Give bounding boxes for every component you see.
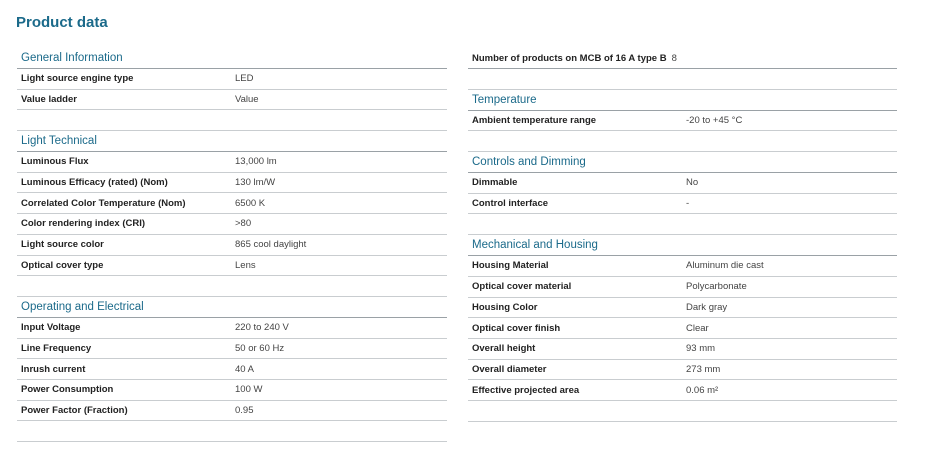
row-label: Overall diameter	[472, 363, 547, 375]
row-value: 0.06 m²	[686, 384, 719, 396]
row-label: Color rendering index (CRI)	[21, 218, 146, 230]
table-row	[468, 360, 897, 381]
section-heading: Controls and Dimming	[468, 152, 897, 173]
left-column	[17, 48, 447, 442]
table-row	[17, 318, 447, 339]
section-controls-dimming	[468, 152, 897, 235]
row-value: Aluminum die cast	[686, 260, 764, 272]
row-label: Number of products on MCB of 16 A type B	[472, 52, 667, 64]
table-row	[468, 298, 897, 319]
section-operating-electrical	[17, 297, 447, 442]
row-label: Value ladder	[21, 94, 77, 106]
row-label: Housing Color	[472, 301, 538, 313]
section-mechanical-housing	[468, 235, 897, 422]
table-row	[468, 173, 897, 194]
table-row	[468, 256, 897, 277]
row-value: 273 mm	[686, 363, 721, 375]
table-row	[17, 380, 447, 401]
section-heading: Temperature	[468, 90, 897, 111]
row-label: Light source color	[21, 239, 104, 251]
row-label: Inrush current	[21, 363, 86, 375]
table-row	[17, 401, 447, 422]
row-value: 93 mm	[686, 343, 716, 355]
table-row	[17, 339, 447, 360]
table-row	[17, 69, 447, 90]
row-value: Value	[235, 94, 259, 106]
table-row	[468, 277, 897, 298]
row-label: Power Consumption	[21, 384, 114, 396]
row-label: Ambient temperature range	[472, 115, 597, 127]
row-value: Lens	[235, 259, 256, 271]
section-heading: Mechanical and Housing	[468, 235, 897, 256]
table-row	[468, 339, 897, 360]
page-title: Product data	[16, 14, 108, 31]
row-value: >80	[235, 218, 252, 230]
empty-row	[468, 69, 897, 90]
row-label: Luminous Efficacy (rated) (Nom)	[21, 177, 168, 189]
row-label: Effective projected area	[472, 384, 580, 396]
table-row	[17, 359, 447, 380]
table-row	[468, 48, 897, 69]
row-label: Light source engine type	[21, 73, 134, 85]
section-heading: General Information	[17, 48, 447, 69]
table-row	[17, 214, 447, 235]
row-value: -	[686, 198, 690, 210]
row-label: Power Factor (Fraction)	[21, 404, 128, 416]
row-label: Optical cover type	[21, 259, 104, 271]
row-value: LED	[235, 73, 254, 85]
row-value: Clear	[686, 322, 709, 334]
row-value: 130 lm/W	[235, 177, 276, 189]
table-row	[468, 318, 897, 339]
row-value: -20 to +45 °C	[686, 115, 743, 127]
row-label: Luminous Flux	[21, 156, 89, 168]
row-value: No	[686, 177, 699, 189]
row-label: Overall height	[472, 343, 536, 355]
empty-row	[468, 214, 897, 235]
empty-row	[468, 131, 897, 152]
row-label: Control interface	[472, 198, 549, 210]
section-light-technical	[17, 131, 447, 297]
table-row	[17, 256, 447, 277]
section-heading: Light Technical	[17, 131, 447, 152]
row-value: 100 W	[235, 384, 263, 396]
table-row	[17, 152, 447, 173]
empty-row	[17, 276, 447, 297]
table-row	[468, 111, 897, 132]
row-label: Optical cover finish	[472, 322, 561, 334]
table-row	[468, 380, 897, 401]
table-row	[17, 173, 447, 194]
row-label: Correlated Color Temperature (Nom)	[21, 197, 186, 209]
section-heading: Operating and Electrical	[17, 297, 447, 318]
row-value: 220 to 240 V	[235, 322, 289, 334]
row-value: 13,000 lm	[235, 156, 277, 168]
row-label: Optical cover material	[472, 281, 572, 293]
section-temperature	[468, 90, 897, 152]
row-label: Input Voltage	[21, 322, 81, 334]
row-value: 50 or 60 Hz	[235, 342, 285, 354]
row-label: Line Frequency	[21, 342, 92, 354]
table-row	[17, 193, 447, 214]
empty-row	[468, 401, 897, 422]
table-row	[468, 194, 897, 215]
row-value: 0.95	[235, 404, 254, 416]
right-column	[468, 48, 897, 422]
row-label: Dimmable	[472, 177, 518, 189]
empty-row	[17, 110, 447, 131]
row-label: Housing Material	[472, 260, 549, 272]
section-general-information	[17, 48, 447, 131]
row-value: 865 cool daylight	[235, 239, 307, 251]
table-row	[17, 90, 447, 111]
row-value: Polycarbonate	[686, 281, 747, 293]
row-value: Dark gray	[686, 301, 728, 313]
empty-row	[17, 421, 447, 442]
table-row	[17, 235, 447, 256]
row-value: 40 A	[235, 363, 255, 375]
row-value: 6500 K	[235, 197, 266, 209]
row-value: 8	[671, 52, 677, 64]
